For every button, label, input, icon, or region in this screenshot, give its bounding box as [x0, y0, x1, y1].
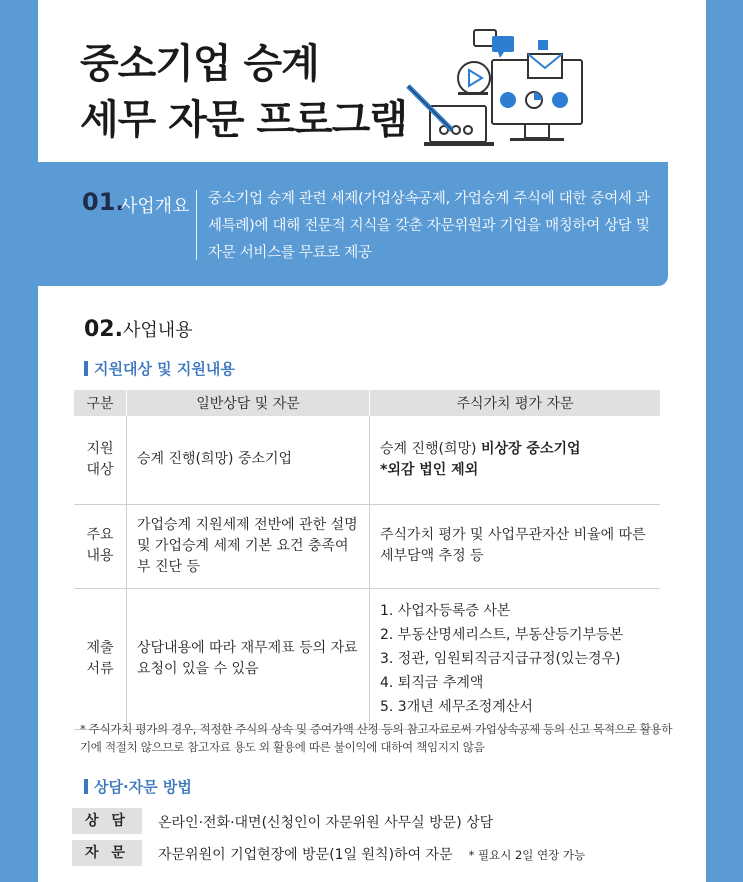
list-item: 3. 정관, 임원퇴직금지급규정(있는경우) [380, 650, 621, 667]
method-text-advice [158, 844, 585, 864]
target-valuation-note: *외감 법인 제외 [380, 461, 479, 478]
target-valuation-bold: 비상장 중소기업 [480, 440, 581, 457]
left-blue-band [0, 0, 38, 882]
method-heading [84, 776, 192, 797]
method-row-advice [72, 840, 672, 866]
method-label-advice: 자 문 [72, 840, 142, 866]
row-content-category: 주요 내용 [74, 504, 127, 588]
row-target-category: 지원 대상 [74, 416, 127, 504]
row-documents-general: 상담내용에 따라 재무제표 등의 자료 요청이 있을 수 있음 [127, 588, 370, 729]
chat-bubble-icon [474, 30, 514, 58]
heading-bar-icon [84, 779, 88, 794]
valuation-footnote: * 주식가치 평가의 경우, 적정한 주식의 상속 및 증여가액 산정 등의 참고자료로써 가업상속공제 등의 신고 목적으로 활용하기에 적절치 않으므로 참고자료 용도 외 활용에 따른 불이익에 대하여 책임지지 않음 [80, 722, 673, 754]
row-documents-category: 제출 서류 [74, 588, 127, 729]
support-heading [84, 358, 235, 379]
table-row-documents [74, 588, 660, 729]
method-label-consult: 상 담 [72, 808, 142, 834]
table-header-row [74, 390, 660, 416]
overview-divider [196, 190, 197, 260]
overview-text: 중소기업 승계 관련 세제(가업상속공제, 가업승계 주식에 대한 증여세 과세특례)에 대해 전문적 지식을 갖춘 자문위원과 기업을 매칭하여 상담 및 자문 서비스를 무료로 제공 [208, 191, 650, 261]
method-row-consult [72, 808, 672, 834]
target-valuation-text: 승계 진행(희망) [380, 440, 481, 457]
method-text-consult-value: 온라인·전화·대면(신청인이 자문위원 사무실 방문) 상담 [158, 815, 494, 831]
section-2-label: 사업내용 [122, 320, 193, 341]
method-text-consult [158, 812, 493, 832]
method-heading-label: 상담·자문 방법 [94, 778, 192, 796]
row-target-general: 승계 진행(희망) 중소기업 [127, 416, 370, 504]
row-content-general: 가업승계 지원세제 전반에 관한 설명 및 가업승계 세제 기본 요건 충족여부 진단 등 [127, 504, 370, 588]
list-item: 2. 부동산명세리스트, 부동산등기부등본 [380, 626, 624, 643]
square-accent [538, 40, 548, 50]
play-icon [458, 62, 490, 95]
business-overview-panel [38, 162, 668, 286]
support-heading-label: 지원대상 및 지원내용 [94, 360, 235, 378]
overview-number: 01. [82, 188, 125, 216]
method-text-advice-value: 자문위원이 기업현장에 방문(1일 원칙)하여 자문 [158, 847, 453, 863]
header-general: 일반상담 및 자문 [127, 390, 370, 416]
consulting-illustration [400, 26, 700, 166]
header-category: 구분 [74, 390, 127, 416]
list-item: 5. 3개년 세무조정계산서 [380, 698, 533, 715]
overview-heading: 사업개요 [120, 196, 190, 217]
title-line-1: 중소기업 승계 [80, 41, 319, 87]
section-2-heading [84, 316, 193, 342]
heading-bar-icon [84, 361, 88, 376]
document-list [380, 599, 650, 719]
row-documents-valuation [370, 588, 661, 729]
row-target-valuation [370, 416, 661, 504]
section-2-number: 02. [84, 317, 123, 342]
header-valuation: 주식가치 평가 자문 [370, 390, 661, 416]
envelope-icon [528, 54, 562, 78]
page-title [80, 36, 407, 148]
support-table [74, 390, 660, 730]
table-row-content [74, 504, 660, 588]
list-item: 4. 퇴직금 추계액 [380, 674, 484, 691]
title-line-2: 세무 자문 프로그램 [80, 97, 407, 143]
row-content-valuation: 주식가치 평가 및 사업무관자산 비율에 따른 세부담액 추정 등 [370, 504, 661, 588]
list-item: 1. 사업자등록증 사본 [380, 602, 511, 619]
method-note-advice: * 필요시 2일 연장 가능 [468, 848, 586, 862]
table-row-target [74, 416, 660, 504]
right-blue-band [706, 0, 743, 882]
